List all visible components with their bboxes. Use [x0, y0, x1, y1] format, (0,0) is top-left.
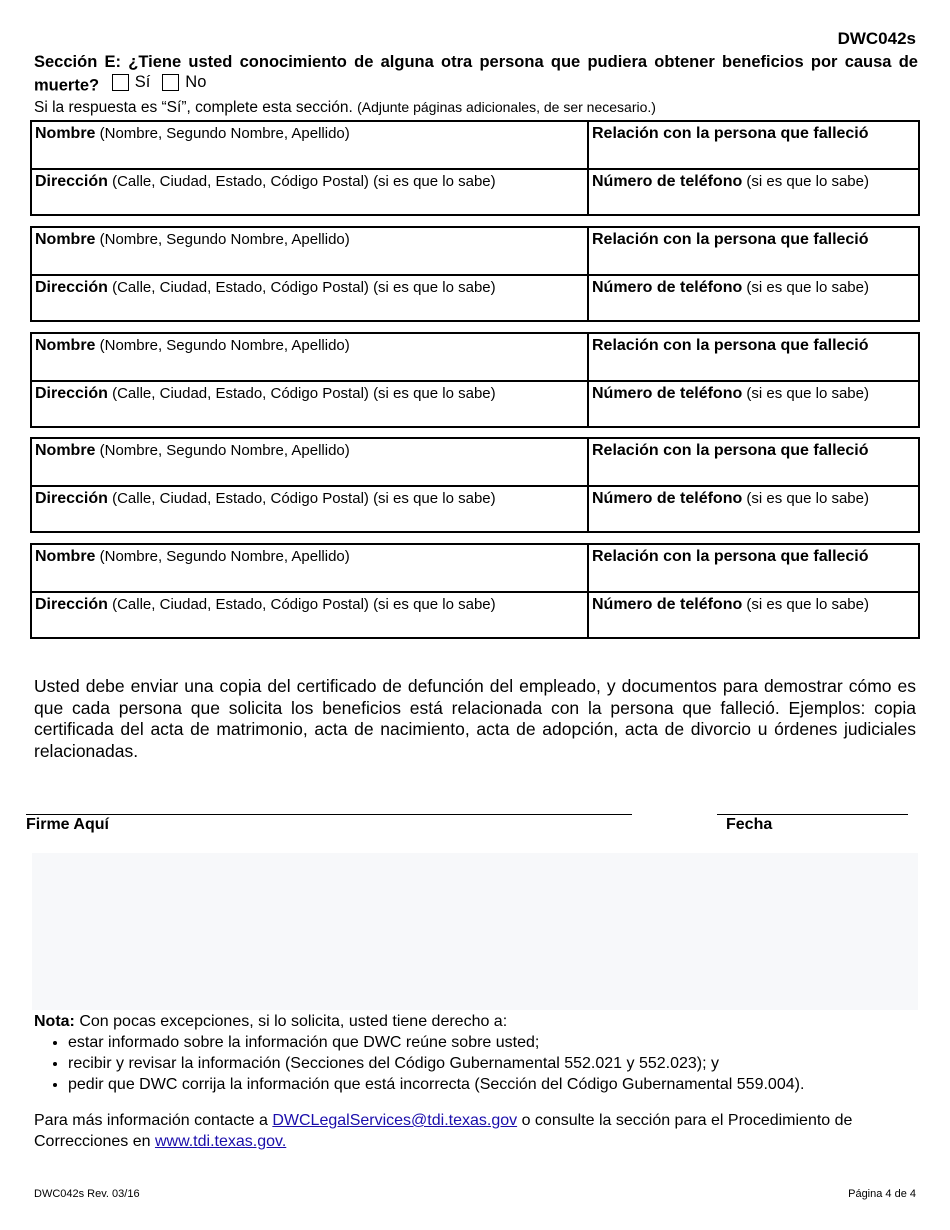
footer-page: Página 4 de 4 [848, 1188, 916, 1200]
yes-label: Sí [134, 73, 151, 91]
phone-field[interactable] [589, 487, 918, 531]
address-field[interactable] [32, 276, 589, 320]
date-label: Fecha [726, 816, 773, 833]
blank-area [32, 853, 918, 1010]
name-label: Nombre [35, 337, 96, 354]
relation-label: Relación con la persona que falleció [592, 125, 869, 142]
phone-hint: (si es que lo sabe) [746, 173, 869, 190]
address-field[interactable] [32, 170, 589, 214]
phone-label: Número de teléfono [592, 385, 743, 402]
list-item: • pedir que DWC corrija la información que está incorrecta (Sección del Código Gubernamental 559.004). [68, 1074, 918, 1095]
section-question-text: Sección E: ¿Tiene usted conocimiento de alguna otra persona que pudiera obtener beneficios por causa de muerte? [34, 53, 918, 95]
privacy-note [34, 1011, 918, 1095]
name-field[interactable] [32, 228, 589, 274]
name-field[interactable] [32, 545, 589, 591]
instruction-main: Si la respuesta es “Sí”, complete esta sección. [34, 98, 353, 116]
address-hint: (Calle, Ciudad, Estado, Código Postal) (si es que lo sabe) [112, 490, 496, 507]
address-label: Dirección [35, 596, 108, 613]
relation-label: Relación con la persona que falleció [592, 337, 869, 354]
relation-field[interactable] [589, 439, 918, 485]
address-label: Dirección [35, 490, 108, 507]
instruction-note: (Adjunte páginas adicionales, de ser necesario.) [357, 98, 656, 115]
name-field[interactable] [32, 334, 589, 380]
name-label: Nombre [35, 125, 96, 142]
address-label: Dirección [35, 385, 108, 402]
contact-prefix: Para más información contacte a [34, 1112, 268, 1129]
yes-no-options [112, 72, 219, 92]
person-table [30, 120, 920, 216]
name-hint: (Nombre, Segundo Nombre, Apellido) [99, 337, 350, 354]
signature-line[interactable] [26, 814, 632, 815]
relation-label: Relación con la persona que falleció [592, 231, 869, 248]
phone-label: Número de teléfono [592, 596, 743, 613]
address-hint: (Calle, Ciudad, Estado, Código Postal) (si es que lo sabe) [112, 173, 496, 190]
section-instruction [34, 97, 918, 118]
section-question [34, 52, 918, 96]
address-hint: (Calle, Ciudad, Estado, Código Postal) (si es que lo sabe) [112, 385, 496, 402]
document-notice: Usted debe enviar una copia del certificado de defunción del empleado, y documentos para demostrar cómo es que cada persona que solicita los beneficios está relacionada con la persona que falleció. Ejemplos: copia certificada del acta de matrimonio, acta de nacimiento, acta de adopción, acta de divorcio u órdenes judiciales relacionadas. [34, 676, 916, 761]
address-field[interactable] [32, 487, 589, 531]
phone-field[interactable] [589, 382, 918, 426]
person-table [30, 543, 920, 639]
phone-field[interactable] [589, 276, 918, 320]
name-hint: (Nombre, Segundo Nombre, Apellido) [99, 125, 350, 142]
address-hint: (Calle, Ciudad, Estado, Código Postal) (si es que lo sabe) [112, 596, 496, 613]
no-checkbox[interactable] [162, 74, 179, 91]
section-e-header [34, 52, 918, 118]
phone-label: Número de teléfono [592, 490, 743, 507]
person-table [30, 437, 920, 533]
name-field[interactable] [32, 439, 589, 485]
footer-revision: DWC042s Rev. 03/16 [34, 1188, 140, 1200]
relation-field[interactable] [589, 122, 918, 168]
relation-label: Relación con la persona que falleció [592, 442, 869, 459]
signature-label: Firme Aquí [26, 816, 109, 833]
name-field[interactable] [32, 122, 589, 168]
name-label: Nombre [35, 548, 96, 565]
date-line[interactable] [717, 814, 908, 815]
contact-info [34, 1111, 918, 1152]
email-link[interactable]: DWCLegalServices@tdi.texas.gov [272, 1112, 518, 1129]
relation-field[interactable] [589, 334, 918, 380]
relation-field[interactable] [589, 545, 918, 591]
form-code: DWC042s [837, 29, 916, 48]
phone-field[interactable] [589, 593, 918, 637]
list-item: • recibir y revisar la información (Secciones del Código Gubernamental 552.021 y 552.023); y [68, 1053, 918, 1074]
note-label: Nota: [34, 1013, 75, 1030]
note-intro: Con pocas excepciones, si lo solicita, usted tiene derecho a: [79, 1013, 508, 1030]
website-link[interactable]: www.tdi.texas.gov. [154, 1132, 287, 1150]
name-hint: (Nombre, Segundo Nombre, Apellido) [99, 442, 350, 459]
list-item: • estar informado sobre la información que DWC reúne sobre usted; [68, 1032, 918, 1053]
address-field[interactable] [32, 382, 589, 426]
person-table [30, 332, 920, 428]
yes-checkbox[interactable] [112, 74, 129, 91]
no-label: No [185, 73, 207, 91]
name-label: Nombre [35, 231, 96, 248]
person-table [30, 226, 920, 322]
phone-hint: (si es que lo sabe) [746, 596, 869, 613]
address-field[interactable] [32, 593, 589, 637]
rights-list [34, 1032, 918, 1095]
contact-middle: o consulte la sección para el Procedimiento de Correcciones en [34, 1112, 853, 1150]
name-label: Nombre [35, 442, 96, 459]
relation-field[interactable] [589, 228, 918, 274]
name-hint: (Nombre, Segundo Nombre, Apellido) [99, 231, 350, 248]
address-hint: (Calle, Ciudad, Estado, Código Postal) (si es que lo sabe) [112, 279, 496, 296]
phone-hint: (si es que lo sabe) [746, 490, 869, 507]
name-hint: (Nombre, Segundo Nombre, Apellido) [99, 548, 350, 565]
address-label: Dirección [35, 173, 108, 190]
phone-label: Número de teléfono [592, 279, 743, 296]
phone-hint: (si es que lo sabe) [746, 385, 869, 402]
relation-label: Relación con la persona que falleció [592, 548, 869, 565]
phone-hint: (si es que lo sabe) [746, 279, 869, 296]
phone-field[interactable] [589, 170, 918, 214]
phone-label: Número de teléfono [592, 173, 743, 190]
address-label: Dirección [35, 279, 108, 296]
